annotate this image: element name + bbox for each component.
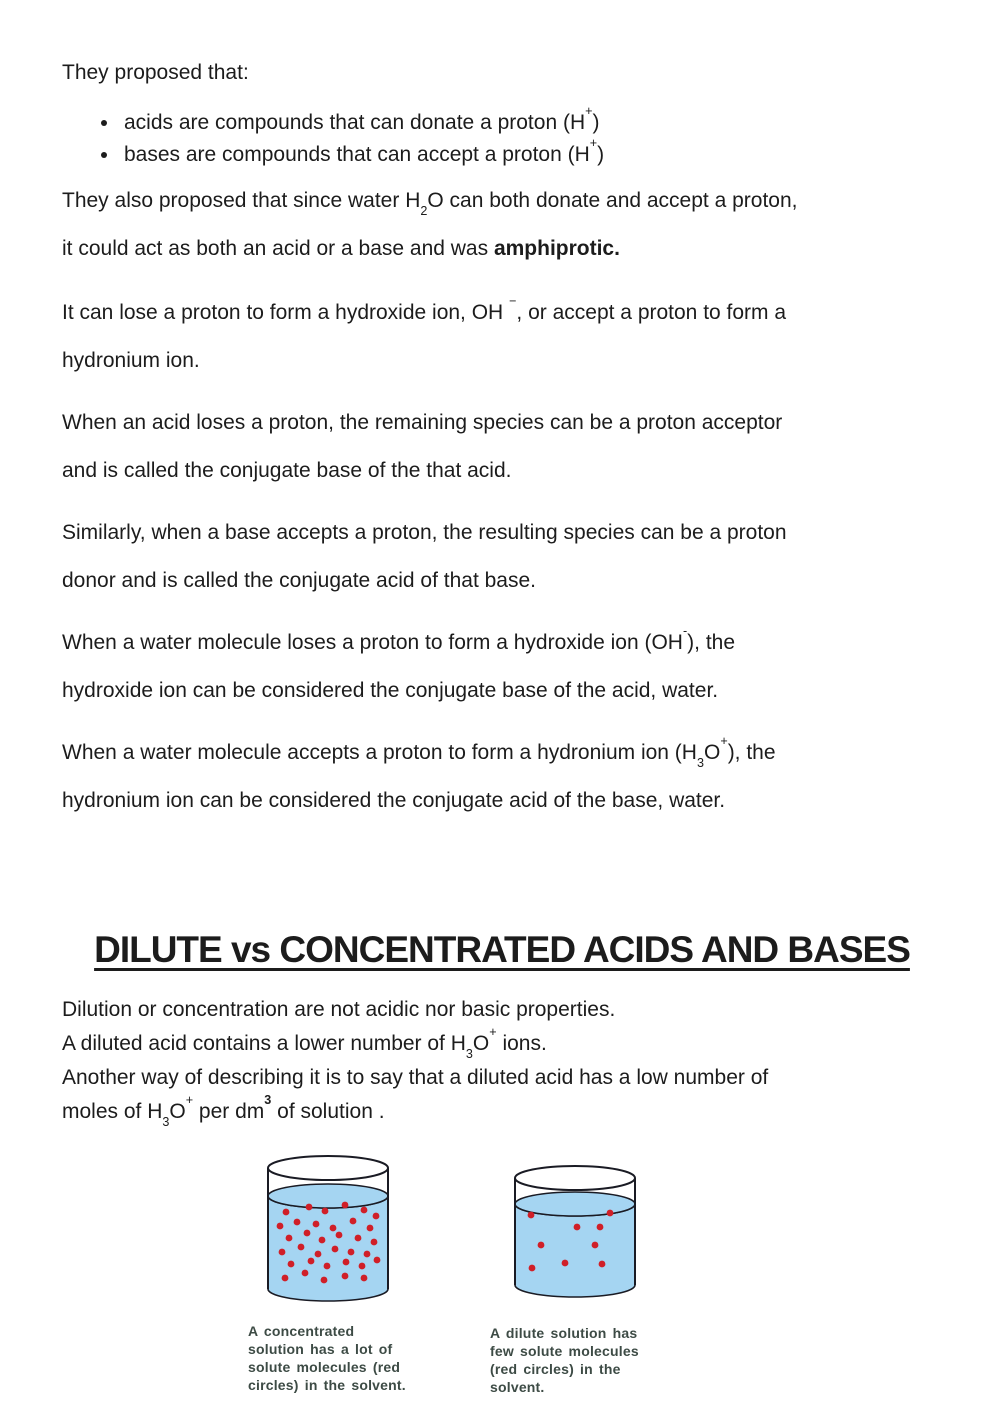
paragraph-base-accepts-proton: Similarly, when a base accepts a proton, the resulting species can be a proton donor and is called the conjugate acid of that base. [62, 521, 787, 592]
liquid-body [515, 1204, 635, 1297]
beaker-rim [268, 1156, 388, 1180]
paragraph-water-accepts-proton: When a water molecule accepts a proton to form a hydronium ion $(H_3O^+)$, the hydronium ion can be considered the conjugate acid of the base, water. [62, 733, 776, 812]
paragraph-water-loses-proton: When a water molecule loses a proton to form a hydroxide ion (OH-), the hydroxide ion can be considered the conjugate base of the acid, water. [62, 623, 736, 702]
paragraph-lose-or-gain-proton: It can lose a proton to form a hydroxide ion, OH −, or accept a proton to form a hydronium ion. [62, 293, 787, 372]
paragraph-amphiprotic: They also proposed that since water $H_2O$ can both donate and accept a proton, it could act as both an acid or a base and was amphiprotic. [62, 189, 798, 260]
proposal-bullet-list [62, 103, 942, 171]
beaker-rim [515, 1166, 635, 1190]
concentrated-beaker-panel [248, 1155, 420, 1396]
dilute-beaker-illustration [513, 1165, 637, 1299]
liquid-surface [268, 1184, 388, 1208]
bullet-bases: • bases are compounds that can accept a proton (H+) [120, 139, 942, 171]
concentrated-caption: A concentrated solution has a lot of solute molecules (red circles) in the solvent. [248, 1323, 406, 1393]
solution-comparison-figure [248, 1155, 942, 1396]
section-heading: DILUTE vs CONCENTRATED ACIDS AND BASES [94, 929, 910, 970]
paragraph-acid-loses-proton: When an acid loses a proton, the remaining species can be a proton acceptor and is called the conjugate base of the that acid. [62, 411, 783, 482]
bullet-acids: • acids are compounds that can donate a proton (H+) [120, 107, 942, 139]
paragraph-proposed-intro: They proposed that: [62, 61, 249, 84]
section-heading-container [62, 929, 942, 971]
paragraph-dilution: Dilution or concentration are not acidic nor basic properties. A diluted acid contains a lower number of $H_3O^+$ ions. Another way of describing it is to say that a diluted acid has a low number of moles of $H_3O^+$ per $dm^3$ of solution . [62, 998, 769, 1130]
dilute-caption: A dilute solution has few solute molecules (red circles) in the solvent. [490, 1325, 639, 1395]
dilute-beaker-panel [490, 1155, 662, 1396]
concentrated-beaker-illustration [266, 1155, 390, 1303]
